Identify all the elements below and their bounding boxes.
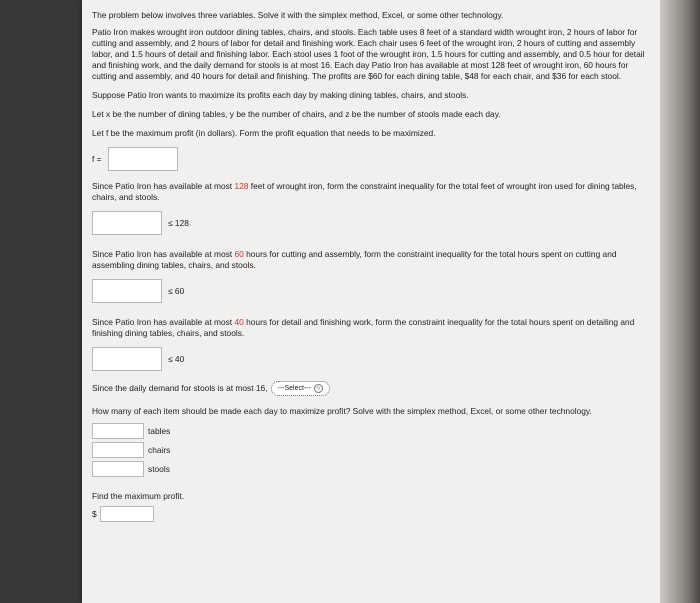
finishing-rhs: ≤ 40 <box>168 353 185 364</box>
variables-text: Let x be the number of dining tables, y be the number of chairs, and z be the number of stools made each day. <box>92 109 501 119</box>
cutting-rhs: ≤ 60 <box>168 285 185 296</box>
chairs-input[interactable] <box>92 442 144 458</box>
constraint-iron-text: Since Patio Iron has available at most 128 feet of wrought iron, form the constraint inequality for the total feet of wrought iron used for dining tables, chairs, and stools. <box>92 181 637 202</box>
cutting-constraint-input[interactable] <box>92 279 162 303</box>
profit-equation-input[interactable] <box>108 147 178 171</box>
answer-row-stools <box>92 461 650 477</box>
constraint-finishing-row <box>92 347 650 371</box>
max-profit-input[interactable] <box>100 506 154 522</box>
demand-row <box>92 381 650 396</box>
finishing-constraint-input[interactable] <box>92 347 162 371</box>
constraint-iron-row <box>92 211 650 235</box>
constraint-cutting-text: Since Patio Iron has available at most 60 hours for cutting and assembly, form the constraint inequality for the total hours spent on cutting and assembling dining tables, chairs, and stools. <box>92 249 617 270</box>
cutting-value: 60 <box>234 249 244 259</box>
stools-input[interactable] <box>92 461 144 477</box>
tables-input[interactable] <box>92 423 144 439</box>
dollar-sign: $ <box>92 508 97 519</box>
intro-text: The problem below involves three variables. Solve it with the simplex method, Excel, or some other technology. <box>92 10 504 20</box>
profit-equation-row <box>92 147 650 171</box>
profit-prompt: Let f be the maximum profit (in dollars). Form the profit equation that needs to be maximized. <box>92 128 436 138</box>
iron-rhs: ≤ 128 <box>168 217 189 228</box>
question-page <box>82 0 660 603</box>
how-many-text: How many of each item should be made each day to maximize profit? Solve with the simplex method, Excel, or some other technology. <box>92 406 592 416</box>
stools-label: stools <box>148 463 170 474</box>
select-label: ---Select--- <box>277 385 311 392</box>
problem-paragraph: Patio Iron makes wrought iron outdoor dining tables, chairs, and stools. Each table uses 8 feet of a standard width wrought iron, 2 hours of labor for cutting and assembly, and 2 hours of labor for detail and finishing work. Each chair uses 6 feet of the wrought iron, 2 hours of cutting and assembly labor, and 1.5 hours of detail and finishing labor. Each stool uses 1 foot of the wrought iron, 1.5 hours for cutting and assembly, and 0.5 hour for detail and finishing work, and the daily demand for stools is at most 16. Each day Patio Iron has available at most 128 feet of wrought iron, 60 hours for cutting and assembly, and 40 hours for detail and finishing. The profits are $60 for each dining table, $48 for each chair, and $36 for each stool. <box>92 27 645 81</box>
chevron-down-icon: ◇ <box>314 384 323 393</box>
tables-label: tables <box>148 425 171 436</box>
answer-row-chairs <box>92 442 650 458</box>
demand-text: Since the daily demand for stools is at most 16, <box>92 383 268 393</box>
suppose-text: Suppose Patio Iron wants to maximize its profits each day by making dining tables, chairs, and stools. <box>92 90 469 100</box>
chairs-label: chairs <box>148 444 171 455</box>
find-max-text: Find the maximum profit. <box>92 491 185 501</box>
iron-constraint-input[interactable] <box>92 211 162 235</box>
demand-select[interactable] <box>271 381 330 396</box>
background-edge <box>660 0 700 603</box>
constraint-finishing-text: Since Patio Iron has available at most 40 hours for detail and finishing work, form the constraint inequality for the total hours spent on detailing and finishing dining tables, chairs, and stools. <box>92 317 635 338</box>
answer-row-tables <box>92 423 650 439</box>
max-profit-row <box>92 506 650 522</box>
finishing-value: 40 <box>234 317 244 327</box>
iron-value: 128 <box>234 181 249 191</box>
constraint-cutting-row <box>92 279 650 303</box>
f-label: f = <box>92 153 102 164</box>
